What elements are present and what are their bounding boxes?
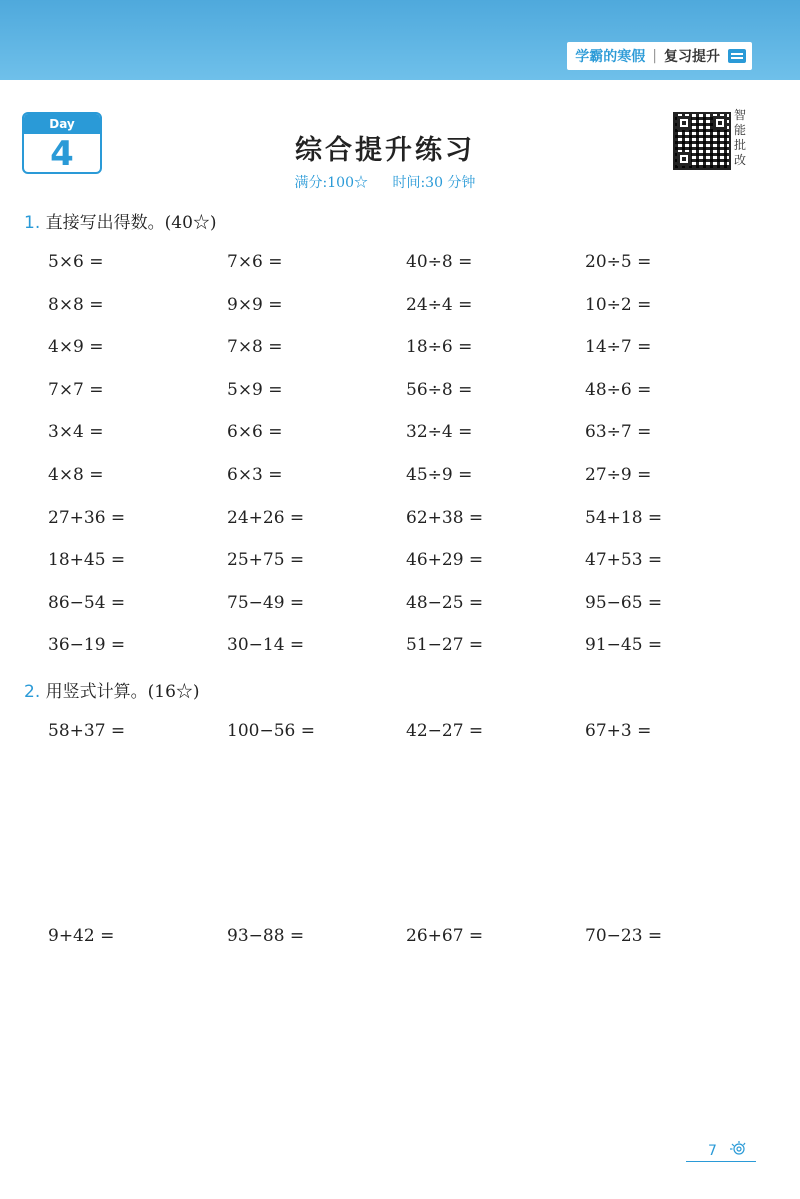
- section-text: 用竖式计算。(16☆): [45, 682, 200, 702]
- qr-label: 智能批改: [734, 108, 747, 167]
- math-problem: 47+53 =: [585, 550, 663, 571]
- full-score: 满分:100☆: [294, 175, 368, 191]
- day-number: 4: [50, 134, 74, 174]
- time-limit: 时间:30 分钟: [392, 175, 476, 191]
- section-heading: [24, 208, 217, 233]
- math-problem: 10÷2 =: [585, 294, 652, 315]
- page-number-text: 7: [708, 1143, 717, 1159]
- math-problem: 18+45 =: [48, 550, 126, 571]
- math-problem: 56÷8 =: [406, 379, 473, 400]
- meta-line: [0, 172, 770, 192]
- day-label: Day: [24, 114, 100, 134]
- section-number: 2.: [24, 682, 41, 702]
- math-problem: 30−14 =: [227, 635, 305, 656]
- math-problem: 27÷9 =: [585, 465, 652, 485]
- series-subtitle: 复习提升: [664, 49, 720, 65]
- math-problem: 7×8 =: [227, 337, 283, 358]
- qr-finder: [713, 116, 727, 130]
- math-problem: 32÷4 =: [406, 422, 473, 443]
- section-text: 直接写出得数。(40☆): [45, 213, 217, 233]
- math-problem: 5×6 =: [48, 252, 104, 272]
- math-problem: 14÷7 =: [585, 337, 652, 358]
- math-problem: 18÷6 =: [406, 337, 473, 358]
- math-problem: 91−45 =: [585, 635, 663, 656]
- book-icon: [728, 49, 746, 63]
- math-problem: 26+67 =: [406, 926, 484, 946]
- math-problem: 67+3 =: [585, 721, 652, 741]
- math-problem: 46+29 =: [406, 550, 484, 571]
- qr-code-icon[interactable]: [673, 112, 731, 170]
- page-title: 综合提升练习: [295, 135, 475, 166]
- math-problem: 45÷9 =: [406, 465, 473, 485]
- series-separator: |: [652, 48, 657, 64]
- math-problem: 4×8 =: [48, 465, 104, 485]
- math-problem: 40÷8 =: [406, 252, 473, 272]
- math-problem: 48−25 =: [406, 592, 484, 613]
- math-problem: 58+37 =: [48, 721, 126, 741]
- math-problem: 63÷7 =: [585, 422, 652, 443]
- math-problem: 9×9 =: [227, 294, 283, 315]
- math-problem: 7×7 =: [48, 379, 104, 400]
- math-problem: 100−56 =: [227, 721, 315, 741]
- math-problem: 8×8 =: [48, 294, 104, 315]
- math-problem: 42−27 =: [406, 721, 484, 741]
- section-number: 1.: [24, 213, 41, 233]
- math-problem: 36−19 =: [48, 635, 126, 656]
- math-problem: 9+42 =: [48, 926, 115, 946]
- math-problem: 27+36 =: [48, 507, 126, 528]
- math-problem: 3×4 =: [48, 422, 104, 443]
- series-tag: [567, 42, 752, 70]
- math-problem: 6×6 =: [227, 422, 283, 443]
- math-problem: 95−65 =: [585, 592, 663, 613]
- math-problem: 48÷6 =: [585, 379, 652, 400]
- math-problem: 70−23 =: [585, 926, 663, 946]
- math-problem: 5×9 =: [227, 379, 283, 400]
- math-problem: 24+26 =: [227, 507, 305, 528]
- math-problem: 4×9 =: [48, 337, 104, 358]
- math-problem: 75−49 =: [227, 592, 305, 613]
- math-problem: 51−27 =: [406, 635, 484, 656]
- math-problem: 62+38 =: [406, 507, 484, 528]
- math-problem: 86−54 =: [48, 592, 126, 613]
- math-problem: 20÷5 =: [585, 252, 652, 272]
- math-problem: 25+75 =: [227, 550, 305, 571]
- section-heading: [24, 677, 200, 702]
- qr-finder: [677, 152, 691, 166]
- math-problem: 24÷4 =: [406, 294, 473, 315]
- math-problem: 7×6 =: [227, 252, 283, 272]
- math-problem: 54+18 =: [585, 507, 663, 528]
- math-problem: 93−88 =: [227, 926, 305, 946]
- math-problem: 6×3 =: [227, 465, 283, 485]
- series-name: 学霸的寒假: [575, 49, 646, 65]
- sun-swirl-icon: [729, 1140, 747, 1156]
- qr-finder: [677, 116, 691, 130]
